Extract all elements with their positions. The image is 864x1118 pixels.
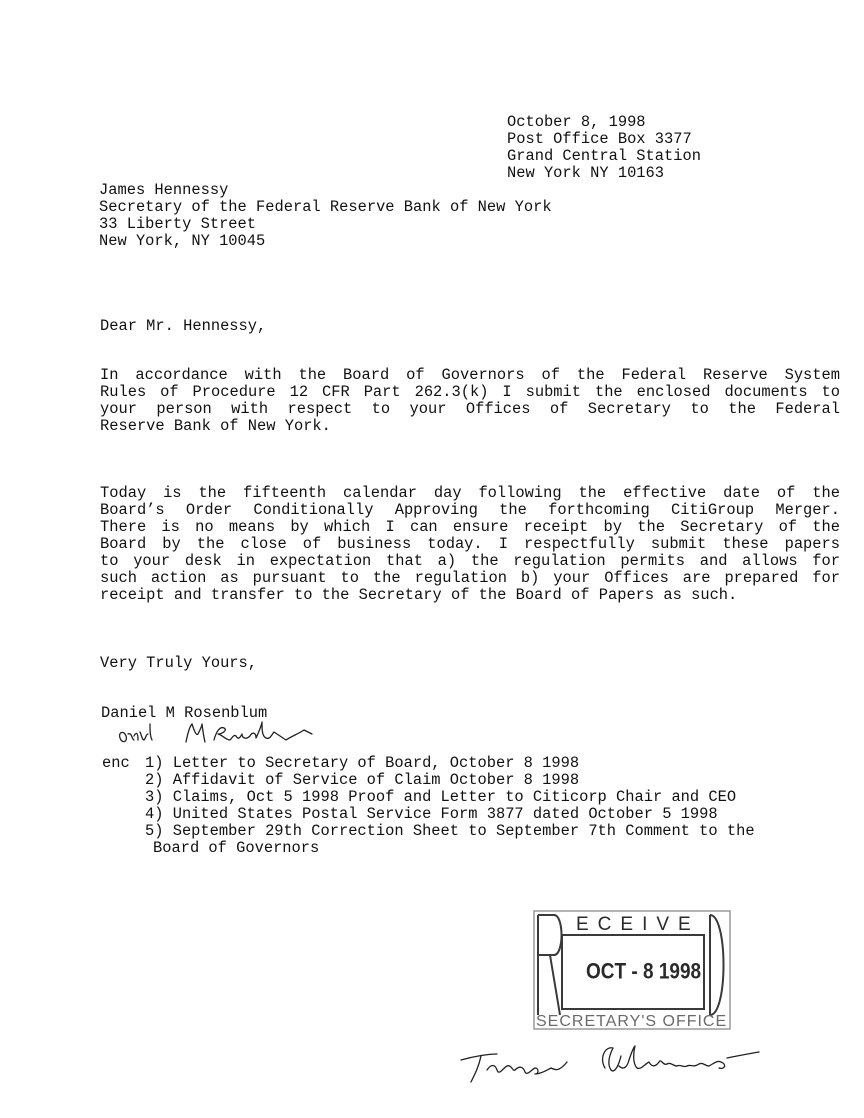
enclosures-label: enc [102, 754, 130, 772]
sender-signature [116, 718, 331, 748]
sender-address-line3: New York NY 10163 [507, 164, 665, 182]
enclosure-item-continuation: Board of Governors [153, 839, 320, 857]
salutation: Dear Mr. Hennessy, [100, 317, 267, 335]
signer-name: Daniel M Rosenblum [101, 704, 268, 722]
paragraph-2-line: receipt and transfer to the Secretary of the Board of Papers as such. [100, 586, 738, 604]
recipient-city: New York, NY 10045 [99, 232, 266, 250]
sender-address-line2: Grand Central Station [507, 147, 701, 165]
sender-address-line1: Post Office Box 3377 [507, 130, 692, 148]
paragraph-2-line: to your desk in expectation that a) the regulation permits and allows for [100, 552, 840, 570]
paragraph-2-line: There is no means by which I can ensure receipt by the Secretary of the [100, 518, 840, 536]
enclosure-item: 2) Affidavit of Service of Claim October 8 1998 [145, 771, 580, 789]
closing: Very Truly Yours, [100, 654, 258, 672]
enclosure-item: 4) United States Postal Service Form 3877 dated October 5 1998 [145, 805, 718, 823]
paragraph-1-line: your person with respect to your Offices of Secretary to the Federal [100, 400, 840, 418]
paragraph-1-line: Rules of Procedure 12 CFR Part 262.3(k) I submit the enclosed documents to [100, 383, 840, 401]
letter-date: October 8, 1998 [507, 113, 646, 131]
enclosure-item: 1) Letter to Secretary of Board, October 8 1998 [145, 754, 580, 772]
recipient-handwritten-signature [455, 1040, 765, 1085]
enclosure-item: 5) September 29th Correction Sheet to September 7th Comment to the [145, 822, 755, 840]
recipient-title: Secretary of the Federal Reserve Bank of New York [99, 198, 552, 216]
paragraph-2-line: Board by the close of business today. I respectfully submit these papers [100, 535, 840, 553]
stamp-date: OCT - 8 1998 [586, 960, 702, 985]
paragraph-1-line: In accordance with the Board of Governors of the Federal Reserve System [100, 366, 840, 384]
recipient-street: 33 Liberty Street [99, 215, 257, 233]
paragraph-2-line: Today is the fifteenth calendar day following the effective date of the [100, 484, 840, 502]
enclosure-item: 3) Claims, Oct 5 1998 Proof and Letter to Citicorp Chair and CEO [145, 788, 737, 806]
paragraph-2-line: such action as pursuant to the regulation b) your Offices are prepared for [100, 569, 840, 587]
stamp-office: SECRETARY'S OFFICE [536, 1013, 728, 1030]
paragraph-2-line: Board’s Order Conditionally Approving the forthcoming CitiGroup Merger. [100, 501, 840, 519]
paragraph-1-line: Reserve Bank of New York. [100, 417, 331, 435]
recipient-name: James Hennessy [99, 181, 229, 199]
stamp-received-text: ECEIVE [576, 914, 700, 935]
